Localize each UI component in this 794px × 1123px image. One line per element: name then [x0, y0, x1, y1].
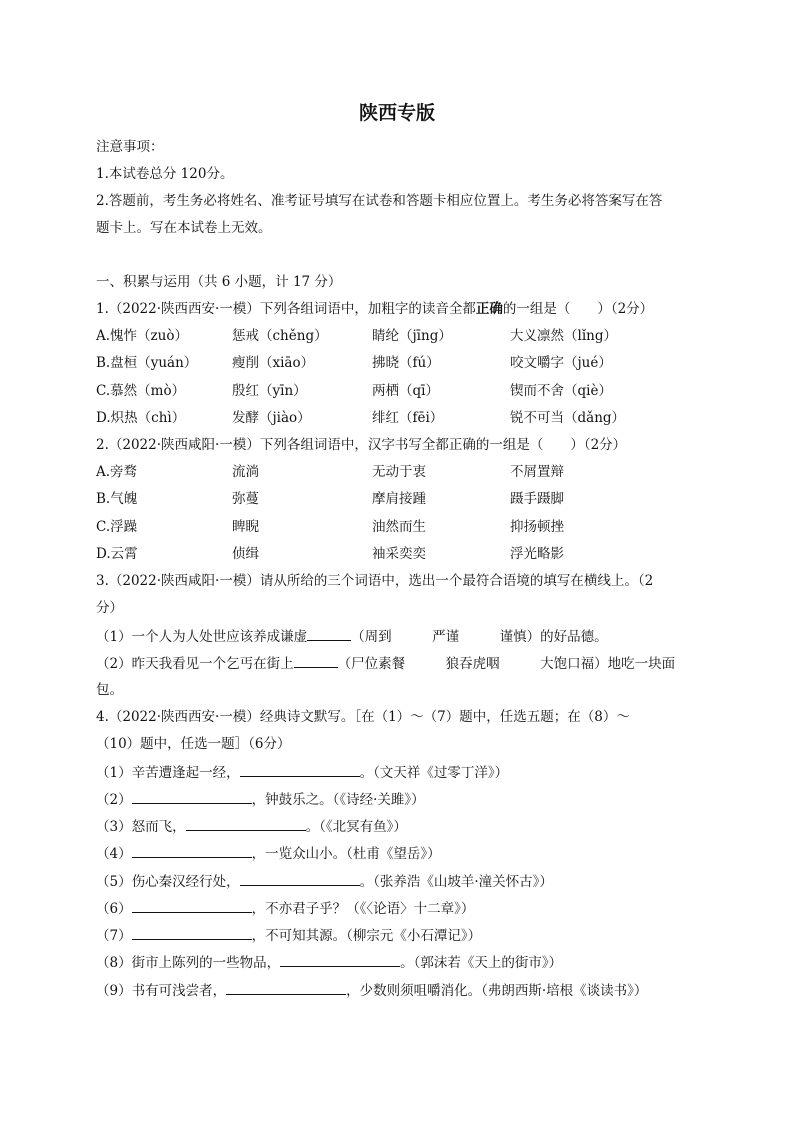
- answer-blank[interactable]: [132, 844, 252, 858]
- q1-option-cell: D.炽热（chì）: [96, 410, 186, 426]
- q4-item-post: 。（张养浩《山坡羊·潼关怀古》）: [359, 874, 553, 890]
- q4-item-pre: （2）: [96, 792, 132, 808]
- notice-item-2-line-2: 题卡上。写在本试卷上无效。: [96, 220, 272, 236]
- q3-stem-line-2: 分）: [96, 600, 123, 616]
- answer-blank[interactable]: [186, 817, 306, 831]
- q1-option-cell: A.愧怍（zuò）: [96, 328, 188, 344]
- q2-option-cell: 抑扬顿挫: [510, 519, 564, 535]
- q4-item: [96, 844, 441, 863]
- q1-option-cell: B.盘桓（yuán）: [96, 355, 198, 371]
- page-title: 陕西专版: [358, 102, 435, 124]
- q4-item-post: ，不亦君子乎？（《〈论语〉十二章》）: [251, 901, 475, 917]
- q2-option-cell: 无动于衷: [372, 464, 426, 480]
- q4-stem-line-1: 4.（2022·陕西西安·一模）经典诗文默写。［在（1）～（7）题中，任选五题；在（8）～: [96, 709, 630, 725]
- answer-blank[interactable]: [280, 953, 400, 967]
- q1-option-cell: 锲而不舍（qiè）: [510, 383, 612, 399]
- q4-item-pre: （3）怒而飞，: [96, 819, 186, 835]
- q4-item: [96, 790, 425, 809]
- q4-item-pre: （9）书有可浅尝者，: [96, 983, 227, 999]
- q4-item-pre: （5）伤心秦汉经行处，: [96, 874, 240, 890]
- q3-sentence-2-line-2: 包。: [96, 682, 123, 698]
- q1-option-cell: 睛纶（jīng）: [372, 328, 452, 344]
- q1-stem: [96, 300, 653, 318]
- q1-option-cell: C.慕然（mò）: [96, 383, 186, 399]
- q2-option-cell: 侦缉: [232, 546, 259, 562]
- answer-blank[interactable]: [294, 654, 338, 668]
- q2-option-cell: 流淌: [232, 464, 259, 480]
- q2-option-cell: 袖采奕奕: [372, 546, 426, 562]
- q4-item: [96, 872, 553, 891]
- q4-item-pre: （6）: [96, 901, 132, 917]
- q4-item-pre: （7）: [96, 928, 132, 944]
- q1-stem-post: 的一组是（ ）（2分）: [502, 301, 654, 317]
- q1-option-cell: 咬文嚼字（jué）: [510, 355, 612, 371]
- q4-item-pre: （4）: [96, 846, 132, 862]
- answer-blank[interactable]: [132, 899, 252, 913]
- q2-option-cell: B.气魄: [96, 491, 138, 507]
- q4-item-pre: （1）辛苦遭逢起一经，: [96, 765, 240, 781]
- q2-option-cell: 弥蔓: [232, 491, 259, 507]
- q2-option-cell: 蹑手蹑脚: [510, 491, 564, 507]
- q4-item-post: ，一览众山小。（杜甫《望岳》）: [251, 846, 441, 862]
- q4-item: [96, 926, 481, 945]
- q3-stem-line-1: 3.（2022·陕西咸阳·一模）请从所给的三个词语中，选出一个最符合语境的填写在横线上。（2: [96, 573, 654, 589]
- q2-option-cell: 摩肩接踵: [372, 491, 426, 507]
- q4-item-post: ，不可知其源。（柳宗元《小石潭记》）: [251, 928, 482, 944]
- answer-blank[interactable]: [132, 790, 252, 804]
- q4-item: [96, 981, 647, 1000]
- answer-blank[interactable]: [132, 926, 252, 940]
- q2-option-cell: 不屑置辩: [510, 464, 564, 480]
- q3-sentence-1: [96, 627, 608, 646]
- q1-option-cell: 两栖（qī）: [372, 383, 439, 399]
- q1-option-cell: 大义凛然（lǐng）: [510, 328, 617, 344]
- answer-blank[interactable]: [226, 981, 346, 995]
- q4-item-post: ，少数则须咀嚼消化。（弗朗西斯·培根《谈读书》）: [346, 983, 648, 999]
- q4-item-post: 。（郭沫若《天上的街市》）: [400, 955, 563, 971]
- q3-s2-pre: （2）昨天我看见一个乞丐在街上: [96, 656, 294, 672]
- q2-option-cell: C.浮躁: [96, 519, 138, 535]
- q4-item-post: 。（文天祥《过零丁洋》）: [359, 765, 509, 781]
- section-1-heading: 一、积累与运用（共 6 小题，计 17 分）: [96, 274, 342, 290]
- q4-item: [96, 899, 474, 918]
- q3-s1-post: （周到 严谨 谨慎）的好品德。: [351, 629, 608, 645]
- q2-option-cell: A.旁骛: [96, 464, 138, 480]
- notice-heading: 注意事项：: [96, 139, 164, 155]
- q3-sentence-2: [96, 654, 675, 673]
- notice-item-2-line-1: 2.答题前，考生务必将姓名、准考证号填写在试卷和答题卡相应位置上。考生务必将答案写在答: [96, 193, 663, 209]
- answer-blank[interactable]: [240, 872, 360, 886]
- q2-stem: 2.（2022·陕西咸阳·一模）下列各组词语中，汉字书写全都正确的一组是（ ）（2分）: [96, 437, 627, 453]
- q1-stem-bold: 正确: [475, 301, 503, 317]
- q3-s2-post: （尸位素餐 狼吞虎咽 大饱口福）地吃一块面: [337, 656, 676, 672]
- q1-option-cell: 瘦削（xiāo）: [232, 355, 315, 371]
- q1-option-cell: 惩戒（chěng）: [232, 328, 328, 344]
- notice-item-1: 1.本试卷总分 120分。: [96, 166, 234, 182]
- q3-s1-pre: （1）一个人为人处世应该养成谦虚: [96, 629, 308, 645]
- q1-stem-pre: 1.（2022·陕西西安·一模）下列各组词语中，加粗字的读音全都: [96, 301, 476, 317]
- q1-option-cell: 锐不可当（dǎng）: [510, 410, 626, 426]
- q1-option-cell: 发酵（jiào）: [232, 410, 311, 426]
- answer-blank[interactable]: [240, 763, 360, 777]
- q1-option-cell: 拂晓（fú）: [372, 355, 440, 371]
- answer-blank[interactable]: [307, 627, 351, 641]
- q1-option-cell: 绯红（fēi）: [372, 410, 444, 426]
- q2-option-cell: 油然而生: [372, 519, 426, 535]
- q2-option-cell: 浮光略影: [510, 546, 564, 562]
- q4-item-post: ，钟鼓乐之。（《诗经·关雎》）: [251, 792, 425, 808]
- q4-item: [96, 763, 508, 782]
- q4-stem-line-2: （10）题中，任选一题］（6分）: [96, 736, 291, 752]
- q4-item-pre: （8）街市上陈列的一些物品，: [96, 955, 281, 971]
- q2-option-cell: 睥睨: [232, 519, 259, 535]
- q2-option-cell: D.云霄: [96, 546, 138, 562]
- q1-option-cell: 殷红（yīn）: [232, 383, 307, 399]
- q4-item: [96, 817, 407, 836]
- q4-item: [96, 953, 562, 972]
- q4-item-post: 。（《北冥有鱼》）: [305, 819, 407, 835]
